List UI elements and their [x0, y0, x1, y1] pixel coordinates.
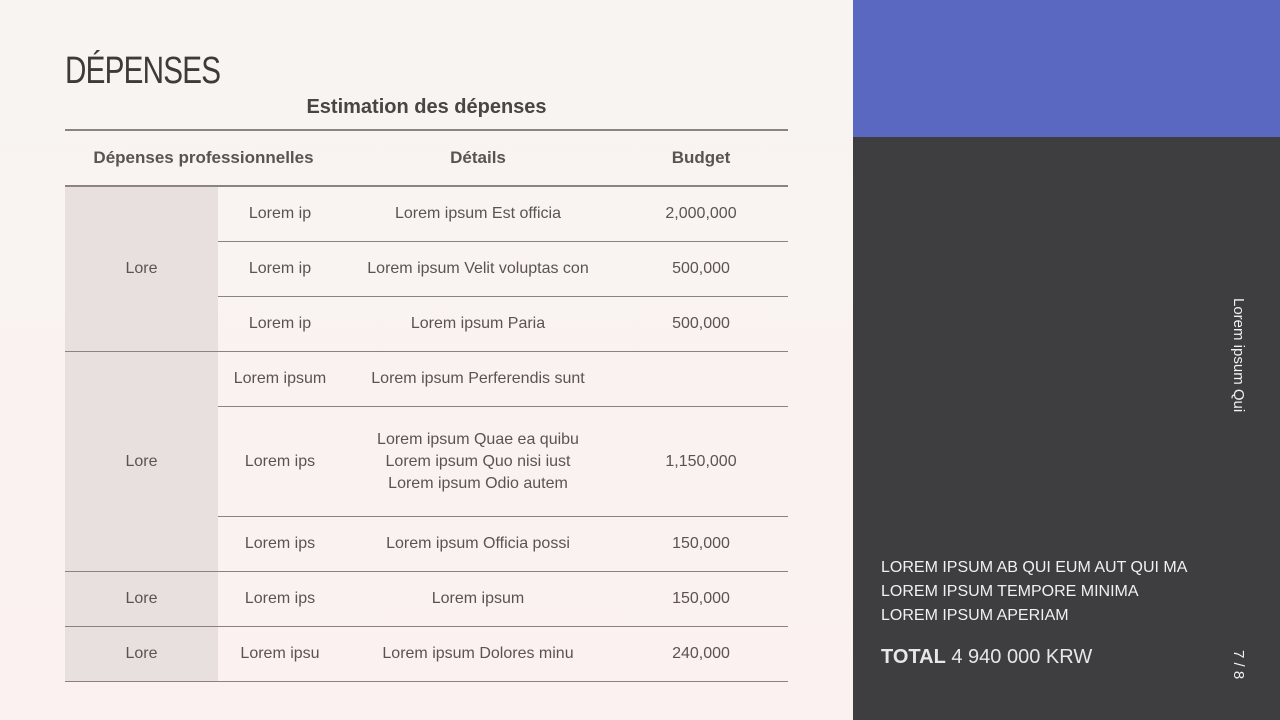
item-cell: Lorem ips — [218, 407, 342, 517]
item-cell: Lorem ip — [218, 297, 342, 352]
accent-block — [853, 0, 1280, 137]
item-cell: Lorem ips — [218, 517, 342, 572]
total — [881, 646, 1092, 669]
detail-cell: Lorem ipsum Est officia — [342, 186, 614, 242]
table-row — [65, 186, 788, 242]
budget-cell: 150,000 — [614, 572, 788, 627]
budget-cell: 500,000 — [614, 242, 788, 297]
total-label: TOTAL — [881, 646, 946, 668]
detail-cell: Lorem ipsum — [342, 572, 614, 627]
header-budget: Budget — [614, 130, 788, 186]
table-title: Estimation des dépenses — [306, 96, 547, 118]
summary-line: LOREM IPSUM APERIAM — [881, 607, 1069, 624]
group-label: Lore — [65, 572, 218, 627]
group-label: Lore — [65, 186, 218, 352]
table-row — [65, 572, 788, 627]
detail-cell: Lorem ipsum Dolores minu — [342, 627, 614, 682]
budget-cell: 500,000 — [614, 297, 788, 352]
detail-cell: Lorem ipsum Officia possi — [342, 517, 614, 572]
table-row — [65, 627, 788, 682]
budget-cell: 2,000,000 — [614, 186, 788, 242]
table-header-row — [65, 130, 788, 186]
table-row — [65, 352, 788, 407]
side-label: Lorem ipsum Qui — [1230, 298, 1247, 413]
budget-cell: 150,000 — [614, 517, 788, 572]
summary-line: LOREM IPSUM AB QUI EUM AUT QUI MA — [881, 559, 1188, 576]
budget-cell: 240,000 — [614, 627, 788, 682]
header-details: Détails — [342, 130, 614, 186]
item-cell: Lorem ipsum — [218, 352, 342, 407]
page-title: DÉPENSES — [65, 50, 221, 92]
detail-cell: Lorem ipsum Perferendis sunt — [342, 352, 614, 407]
detail-cell: Lorem ipsum Velit voluptas con — [342, 242, 614, 297]
group-label: Lore — [65, 627, 218, 682]
expense-table — [65, 129, 788, 682]
page-number: 7 / 8 — [1230, 650, 1247, 680]
group-label: Lore — [65, 352, 218, 572]
budget-cell — [614, 352, 788, 407]
detail-cell — [342, 407, 614, 517]
detail-line: Lorem ipsum Odio autem — [388, 474, 568, 492]
item-cell: Lorem ipsu — [218, 627, 342, 682]
summary-notes — [881, 556, 1187, 628]
budget-cell: 1,150,000 — [614, 407, 788, 517]
header-expenses: Dépenses professionnelles — [65, 130, 342, 186]
item-cell: Lorem ip — [218, 186, 342, 242]
detail-line: Lorem ipsum Quo nisi iust — [385, 452, 571, 470]
item-cell: Lorem ip — [218, 242, 342, 297]
total-value: 4 940 000 KRW — [951, 646, 1093, 668]
summary-line: LOREM IPSUM TEMPORE MINIMA — [881, 583, 1139, 600]
item-cell: Lorem ips — [218, 572, 342, 627]
detail-line: Lorem ipsum Quae ea quibu — [377, 430, 579, 448]
detail-cell: Lorem ipsum Paria — [342, 297, 614, 352]
